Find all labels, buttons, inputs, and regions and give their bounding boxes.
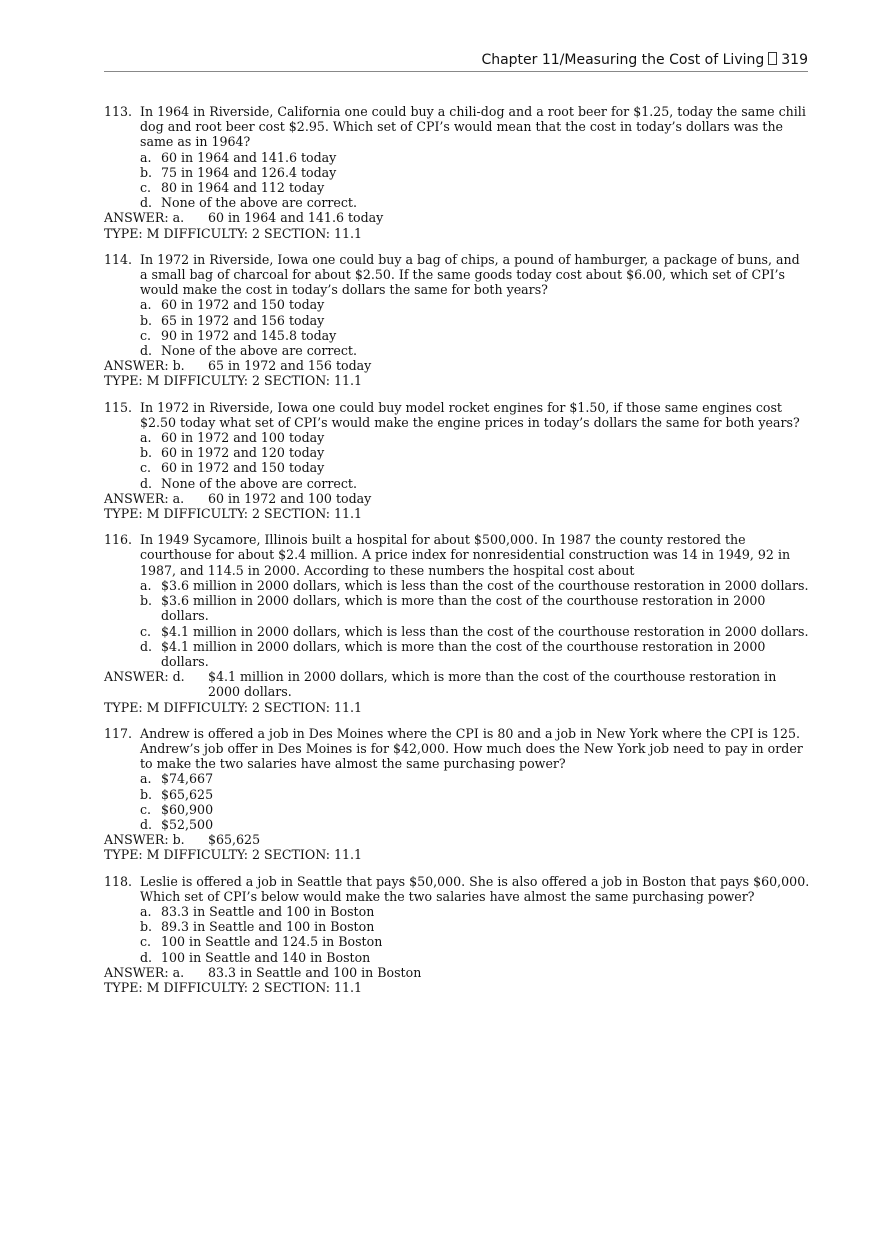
option-text: $65,625 bbox=[161, 786, 214, 802]
option-letter: b. bbox=[140, 919, 153, 935]
option-letter: a. bbox=[140, 577, 152, 593]
answer-option bbox=[104, 817, 810, 832]
option-letter: a. bbox=[140, 771, 152, 787]
answer-option bbox=[104, 934, 810, 949]
answer-label: ANSWER: a. bbox=[104, 210, 185, 226]
type-difficulty-line: TYPE: M DIFFICULTY: 2 SECTION: 11.1 bbox=[104, 979, 363, 995]
option-text: None of the above are correct. bbox=[161, 475, 357, 491]
answer-text: 65 in 1972 and 156 today bbox=[208, 358, 372, 374]
question-list bbox=[104, 104, 810, 1006]
option-letter: a. bbox=[140, 149, 152, 165]
question-number: 113. bbox=[104, 104, 133, 119]
answer-option bbox=[104, 180, 810, 195]
answer-line bbox=[104, 965, 810, 980]
question-block bbox=[104, 400, 810, 522]
option-letter: d. bbox=[140, 816, 153, 832]
question-text: Leslie is offered a job in Seattle that pays $50,000. She is also offered a job in Boston that pays $60,000. Which set of CPI’s below would make the two salaries have almost the same purchasing power? bbox=[140, 873, 810, 904]
chapter-title: Chapter 11/Measuring the Cost of Living bbox=[481, 52, 765, 68]
option-letter: b. bbox=[140, 164, 153, 180]
option-text: None of the above are correct. bbox=[161, 195, 357, 211]
option-letter: c. bbox=[140, 623, 152, 639]
option-text: 65 in 1972 and 156 today bbox=[161, 312, 325, 328]
answer-option bbox=[104, 771, 810, 786]
question-text: In 1972 in Riverside, Iowa one could buy a bag of chips, a pound of hamburger, a package of buns, and a small bag of charcoal for about $2.50. If the same goods today cost about $6.00, which set of CPI’s would make the cost in today’s dollars the same for both years? bbox=[140, 251, 800, 298]
option-text: $60,900 bbox=[161, 801, 214, 817]
answer-line bbox=[104, 491, 810, 506]
question-stem bbox=[104, 874, 810, 904]
option-text: $74,667 bbox=[161, 771, 214, 787]
question-stem bbox=[104, 104, 810, 150]
question-number: 118. bbox=[104, 873, 133, 889]
option-letter: d. bbox=[140, 638, 153, 654]
option-letter: d. bbox=[140, 343, 153, 359]
answer-option bbox=[104, 343, 810, 358]
option-text: 60 in 1972 and 150 today bbox=[161, 460, 325, 476]
option-list bbox=[104, 904, 810, 965]
answer-label: ANSWER: b. bbox=[104, 832, 185, 848]
option-letter: c. bbox=[140, 180, 152, 196]
option-list bbox=[104, 578, 810, 669]
option-letter: c. bbox=[140, 327, 152, 343]
option-letter: c. bbox=[140, 801, 152, 817]
option-letter: c. bbox=[140, 460, 152, 476]
option-letter: c. bbox=[140, 934, 152, 950]
option-text: $3.6 million in 2000 dollars, which is more than the cost of the courthouse restoration in 2000 dollars. bbox=[161, 593, 766, 624]
answer-text: $65,625 bbox=[208, 832, 261, 848]
answer-line bbox=[104, 358, 810, 373]
question-text: In 1964 in Riverside, California one could buy a chili-dog and a root beer for $1.25, today the same chili dog and root beer cost $2.95. Which set of CPI’s would mean that the cost in today’s dollars was the same as in 1964? bbox=[140, 104, 806, 150]
option-letter: d. bbox=[140, 195, 153, 211]
option-text: 89.3 in Seattle and 100 in Boston bbox=[161, 919, 375, 935]
option-text: 60 in 1972 and 120 today bbox=[161, 445, 325, 461]
option-letter: b. bbox=[140, 445, 153, 461]
option-letter: d. bbox=[140, 475, 153, 491]
question-block bbox=[104, 252, 810, 389]
option-text: 60 in 1972 and 150 today bbox=[161, 297, 325, 313]
option-text: $4.1 million in 2000 dollars, which is more than the cost of the courthouse restoration in 2000 dollars. bbox=[161, 638, 766, 669]
option-letter: d. bbox=[140, 949, 153, 965]
answer-option bbox=[104, 787, 810, 802]
option-text: 90 in 1972 and 145.8 today bbox=[161, 327, 337, 343]
type-difficulty-line: TYPE: M DIFFICULTY: 2 SECTION: 11.1 bbox=[104, 847, 363, 863]
type-difficulty-line: TYPE: M DIFFICULTY: 2 SECTION: 11.1 bbox=[104, 225, 363, 241]
option-letter: a. bbox=[140, 903, 152, 919]
question-stem bbox=[104, 532, 810, 578]
separator-box-icon bbox=[768, 52, 777, 65]
question-block bbox=[104, 874, 810, 996]
option-letter: a. bbox=[140, 297, 152, 313]
option-text: 100 in Seattle and 124.5 in Boston bbox=[161, 934, 383, 950]
option-text: 60 in 1964 and 141.6 today bbox=[161, 149, 337, 165]
type-difficulty-line: TYPE: M DIFFICULTY: 2 SECTION: 11.1 bbox=[104, 699, 363, 715]
answer-option bbox=[104, 639, 810, 669]
type-difficulty-line: TYPE: M DIFFICULTY: 2 SECTION: 11.1 bbox=[104, 506, 363, 522]
question-block bbox=[104, 104, 810, 241]
option-letter: b. bbox=[140, 312, 153, 328]
option-text: 80 in 1964 and 112 today bbox=[161, 180, 325, 196]
option-text: 83.3 in Seattle and 100 in Boston bbox=[161, 903, 375, 919]
option-letter: a. bbox=[140, 430, 152, 446]
answer-option bbox=[104, 476, 810, 491]
type-difficulty-line: TYPE: M DIFFICULTY: 2 SECTION: 11.1 bbox=[104, 373, 363, 389]
answer-option bbox=[104, 297, 810, 312]
question-number: 114. bbox=[104, 251, 133, 267]
option-list bbox=[104, 297, 810, 358]
answer-label: ANSWER: a. bbox=[104, 490, 185, 506]
option-list bbox=[104, 771, 810, 832]
answer-line bbox=[104, 832, 810, 847]
option-list bbox=[104, 430, 810, 491]
answer-option bbox=[104, 313, 810, 328]
option-text: $52,500 bbox=[161, 816, 214, 832]
option-letter: b. bbox=[140, 786, 153, 802]
answer-text: 60 in 1964 and 141.6 today bbox=[208, 210, 384, 226]
page-header bbox=[104, 52, 808, 72]
option-text: 60 in 1972 and 100 today bbox=[161, 430, 325, 446]
page-number: 319 bbox=[781, 52, 808, 68]
answer-option bbox=[104, 802, 810, 817]
answer-label: ANSWER: b. bbox=[104, 358, 185, 374]
option-list bbox=[104, 150, 810, 211]
option-text: 75 in 1964 and 126.4 today bbox=[161, 164, 337, 180]
answer-text: 83.3 in Seattle and 100 in Boston bbox=[208, 964, 422, 980]
answer-option bbox=[104, 919, 810, 934]
answer-label: ANSWER: a. bbox=[104, 964, 185, 980]
option-text: $4.1 million in 2000 dollars, which is less than the cost of the courthouse restoration in 2000 dollars. bbox=[161, 623, 809, 639]
answer-option bbox=[104, 624, 810, 639]
option-letter: b. bbox=[140, 593, 153, 609]
question-block bbox=[104, 532, 810, 714]
answer-option bbox=[104, 460, 810, 475]
question-stem bbox=[104, 400, 810, 430]
answer-option bbox=[104, 950, 810, 965]
answer-option bbox=[104, 430, 810, 445]
answer-option bbox=[104, 328, 810, 343]
question-block bbox=[104, 726, 810, 863]
answer-option bbox=[104, 578, 810, 593]
answer-option bbox=[104, 593, 810, 623]
question-text: In 1949 Sycamore, Illinois built a hospital for about $500,000. In 1987 the county restored the courthouse for about $2.4 million. A price index for nonresidential construction was 14 in 1949, 92 in 1987, and 114.5 in 2000. According to these numbers the hospital cost about bbox=[140, 532, 791, 578]
answer-text: $4.1 million in 2000 dollars, which is more than the cost of the courthouse restoration in 2000 dollars. bbox=[208, 669, 777, 700]
answer-option bbox=[104, 150, 810, 165]
option-text: None of the above are correct. bbox=[161, 343, 357, 359]
question-number: 116. bbox=[104, 532, 133, 548]
answer-label: ANSWER: d. bbox=[104, 669, 185, 685]
question-stem bbox=[104, 252, 810, 298]
answer-line bbox=[104, 669, 810, 699]
question-stem bbox=[104, 726, 810, 772]
question-text: In 1972 in Riverside, Iowa one could buy model rocket engines for $1.50, if those same engines cost $2.50 today what set of CPI’s would make the engine prices in today’s dollars the same for both years? bbox=[140, 399, 800, 430]
question-number: 117. bbox=[104, 725, 133, 741]
question-number: 115. bbox=[104, 399, 133, 415]
answer-line bbox=[104, 210, 810, 225]
answer-text: 60 in 1972 and 100 today bbox=[208, 490, 372, 506]
answer-option bbox=[104, 445, 810, 460]
option-text: $3.6 million in 2000 dollars, which is less than the cost of the courthouse restoration in 2000 dollars. bbox=[161, 577, 809, 593]
answer-option bbox=[104, 195, 810, 210]
answer-option bbox=[104, 904, 810, 919]
answer-option bbox=[104, 165, 810, 180]
option-text: 100 in Seattle and 140 in Boston bbox=[161, 949, 371, 965]
question-text: Andrew is offered a job in Des Moines where the CPI is 80 and a job in New York where the CPI is 125. Andrew’s job offer in Des Moines is for $42,000. How much does the New York job need to pay in order to make the two salaries have almost the same purchasing power? bbox=[140, 725, 803, 772]
